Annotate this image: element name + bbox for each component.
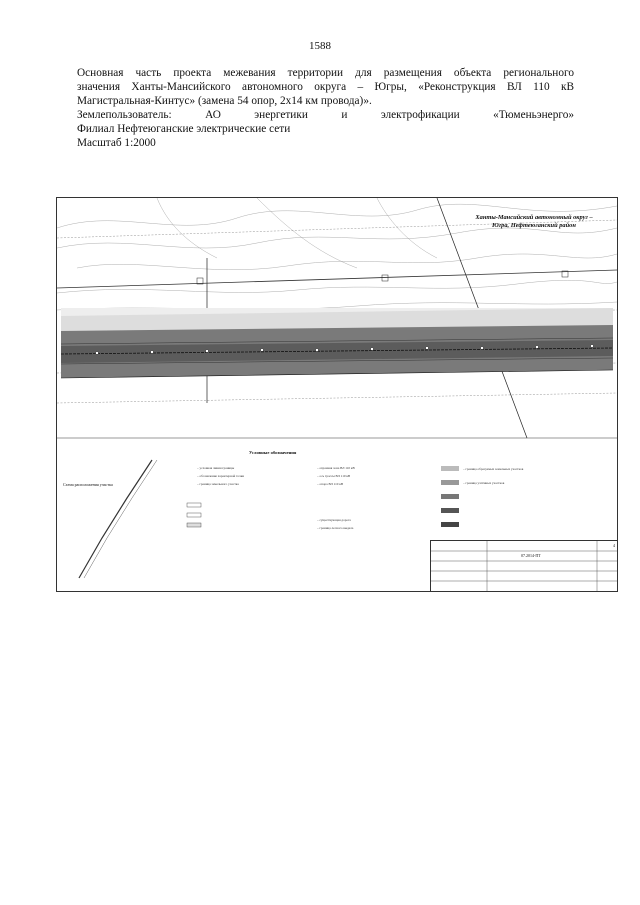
legend-item: – граница образуемых земельных участков — [463, 467, 524, 471]
legend-item: – граница учтённых участков — [463, 481, 505, 485]
survey-map — [57, 198, 617, 591]
survey-drawing-sheet — [56, 197, 618, 592]
region-label: Ханты-Мансийский автономный округ – Югра, Нефтеюганский район — [475, 214, 593, 229]
legend-item: – ось трассы ВЛ 110 кВ — [317, 474, 351, 478]
document-header — [77, 66, 574, 150]
legend-item: – обозначение характерной точки — [197, 474, 245, 478]
title-block — [430, 540, 617, 591]
page-number: 1588 — [309, 40, 331, 52]
header-line-1: Основная часть проекта межевания территории для размещения объекта регионального — [77, 67, 574, 79]
legend-item: – граница земельного участка — [197, 482, 239, 486]
key-scheme — [79, 460, 157, 578]
header-line-5: Филиал Нефтеюганские электрические сети — [77, 123, 291, 135]
legend-title: Условные обозначения — [249, 450, 297, 455]
key-scheme-label: Схема расположения участка — [63, 482, 113, 487]
legend-item: – опора ВЛ 110 кВ — [317, 482, 344, 486]
sheet-number: 4 — [613, 543, 615, 548]
legend-item: – граница лесного выдела — [317, 526, 354, 530]
header-line-2: значения Ханты-Мансийского автономного округа – Югры, «Реконструкция ВЛ 110 кВ — [77, 81, 574, 93]
legend-item: – охранная зона ВЛ 110 кВ — [317, 466, 355, 470]
header-line-6: Масштаб 1:2000 — [77, 137, 156, 149]
legend-item: – существующая дорога — [317, 518, 351, 522]
legend-item: – условная линия границы — [197, 466, 235, 470]
upper-power-line — [57, 270, 617, 288]
header-line-3: Магистральная-Кинтус» (замена 54 опор, 2х14 км провода)». — [77, 95, 372, 107]
power-line-corridor — [61, 325, 613, 378]
drawing-code: 07.2014-ПТ — [521, 553, 541, 558]
header-line-4: Землепользователь: АО энергетики и электрофикации «Тюменьэнерго» — [77, 109, 574, 121]
